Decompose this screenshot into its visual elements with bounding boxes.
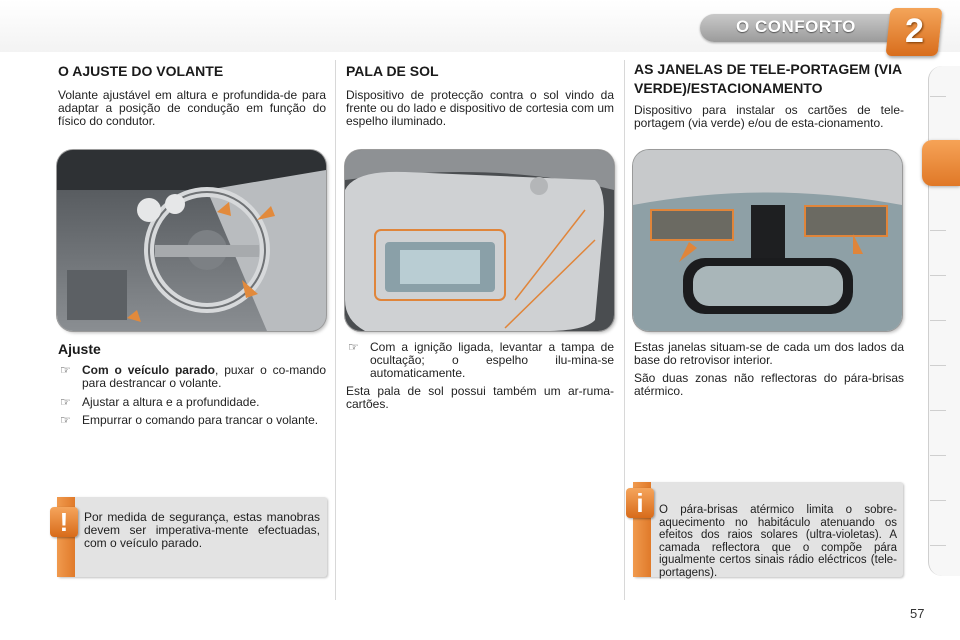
sunvisor-intro: Dispositivo de protecção contra o sol vindo da frente ou do lado e dispositivo de cortesia com um espelho iluminado.	[346, 88, 614, 128]
toll-windows-location: Estas janelas situam-se de cada um dos lados da base do retrovisor interior.	[634, 340, 904, 367]
tab-divider	[930, 545, 946, 546]
pointing-hand-icon: ☞	[60, 363, 71, 377]
tab-divider	[930, 96, 946, 97]
toll-windows-zones: São duas zonas não reflectoras do pára-brisas atérmico.	[634, 371, 904, 398]
pointing-hand-icon: ☞	[348, 340, 359, 354]
adjust-step-3	[60, 414, 326, 427]
info-icon: i	[626, 488, 654, 518]
section-title-sunvisor: PALA DE SOL	[346, 63, 439, 79]
adjust-subtitle: Ajuste	[58, 341, 101, 357]
tab-divider	[930, 275, 946, 276]
chapter-number: 2	[905, 12, 924, 50]
steering-intro: Volante ajustável em altura e profundida-de para adaptar a posição de condução em função do físico do condutor.	[58, 88, 326, 128]
column-divider	[624, 60, 625, 600]
tab-divider	[930, 500, 946, 501]
sunvisor-step-1	[348, 341, 614, 380]
warning-text: Por medida de segurança, estas manobras devem ser imperativa-mente efectuadas, com o veículo parado.	[84, 510, 320, 550]
chapter-title: O CONFORTO	[736, 17, 856, 36]
info-text: O pára-brisas atérmico limita o sobre-aquecimento no habitáculo atenuando os efeitos dos raios solares (ultra-violetas). A camada reflectora que o compõe pára igualmente certos sinais rádio eléctricos (tele-portagens).	[659, 504, 897, 579]
tab-divider	[930, 455, 946, 456]
column-divider	[335, 60, 336, 600]
sunvisor-card-holder-note: Esta pala de sol possui também um ar-ruma-cartões.	[346, 384, 614, 411]
pointing-hand-icon: ☞	[60, 413, 71, 427]
step-3-text: Empurrar o comando para trancar o volante.	[82, 413, 319, 427]
chapter-tab-active[interactable]	[922, 140, 960, 186]
section-title-toll-windows: AS JANELAS DE TELE-PORTAGEM (VIA VERDE)/ESTACIONAMENTO	[634, 61, 902, 96]
pointing-hand-icon: ☞	[60, 395, 71, 409]
page-number: 57	[910, 606, 925, 621]
sun-visor-photo	[345, 150, 614, 331]
sunvisor-step-1-text: Com a ignição ligada, levantar a tampa de ocultação; o espelho ilu-mina-se automaticamente.	[370, 340, 614, 380]
adjust-step-1	[60, 364, 326, 390]
tab-divider	[930, 410, 946, 411]
warning-icon: !	[50, 507, 78, 537]
tab-divider	[930, 365, 946, 366]
step-1-bold: Com o veículo parado	[82, 363, 215, 377]
steering-wheel-illustration	[57, 150, 326, 331]
section-title-steering: O AJUSTE DO VOLANTE	[58, 63, 224, 79]
step-2-text: Ajustar a altura e a profundidade.	[82, 395, 260, 409]
tab-divider	[930, 320, 946, 321]
toll-windows-intro: Dispositivo para instalar os cartões de tele-portagem (via verde) e/ou de esta-cionamento.	[634, 103, 904, 130]
tab-divider	[930, 230, 946, 231]
adjust-step-2	[60, 396, 326, 409]
steering-wheel-photo	[57, 150, 326, 331]
step-1-text: , puxar o co-mando para destrancar o volante.	[82, 363, 326, 390]
mirror-illustration	[633, 150, 902, 331]
mirror-photo	[633, 150, 902, 331]
sun-visor-illustration	[345, 150, 614, 331]
